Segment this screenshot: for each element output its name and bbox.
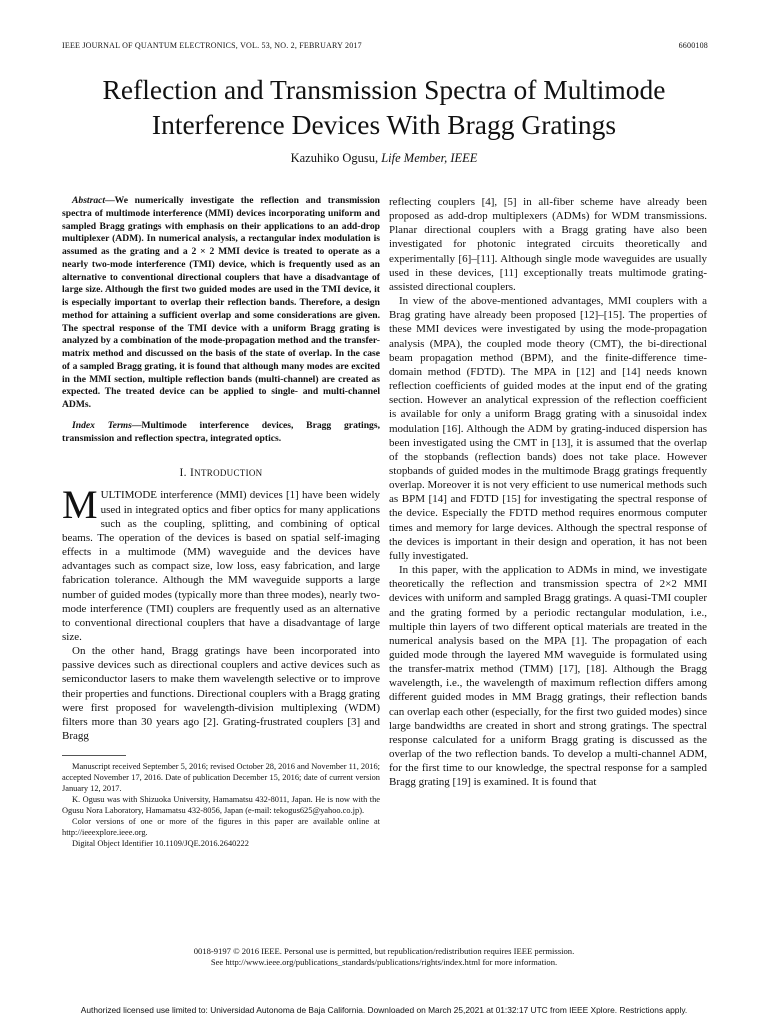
footnote-color: Color versions of one or more of the figures in this paper are available online at http://ieeexplore.ieee.org. bbox=[62, 816, 380, 837]
author-membership: Life Member, IEEE bbox=[381, 151, 478, 165]
license-footer: Authorized licensed use limited to: Universidad Autonoma de Baja California. Downloaded on March 25,2021 at 01:32:17 UTC from IEEE Xplore. Restrictions apply. bbox=[80, 1005, 688, 1015]
index-terms-label: Index Terms bbox=[72, 419, 132, 431]
paper-title: Reflection and Transmission Spectra of Multimode Interference Devices With Bragg Gratings bbox=[102, 74, 666, 140]
abstract-text: We numerically investigate the reflection and transmission spectra of multimode interference (MMI) devices incorporating uniform and sampled Bragg gratings with emphasis on their applications to an add-drop multiplexer (ADM). In numerical analysis, a rectangular index modulation is assumed as the grating and a 2 × 2 MMI device is treated to operate as a nearly two-mode interference (TMI) device, which is frequently used as an alternative to conventional directional couplers that have a disadvantage of large size. Although the first two guided modes are used in the TMI device, it is especially important to overlap their reflection bands. Therefore, a design method for attaining a sufficient overlap and some considerations are given. The spectral response of the TMI device with a uniform Bragg grating is analyzed by a combination of the mode-propagation method and the transfer-matrix method and discussed on the basis of the state of overlap. In the case of a sampled Bragg grating, it is found that although many modes are excited in the MMI section, multiple reflection bands (multi-channel) are created as expected. The treated device can be applied to single- and multi-channel ADMs. bbox=[62, 195, 380, 410]
section-heading-introduction: I. INTRODUCTION bbox=[179, 467, 263, 480]
abstract-label: Abstract bbox=[72, 195, 106, 206]
intro-paragraph-3: In view of the above-mentioned advantages, MMI couplers with a Brag grating have already been proposed [12]–[15]. The properties of these MMI devices were investigated by using the mode-propagation analysis (MPA), the coupled mode theory (CMT), the bi-directional beam propagation method (BPM), and the finite-difference time-domain method (FDTD). The MPA in [12] and [14] needs known reflection coefficients of guided modes at the input end of the grating section. However an analytical expression of the reflection coefficient is available for only a uniform Bragg grating with a sinusoidal index modulation [16]. Although the ADM by grating-induced dispersion has been investigated using the CMT in [13], it is assumed that the overlap of the stopbands (reflection bands) does not take place. However stopbands of guided modes in the multimode Bragg gratings frequently overlap. Moreover it is not very efficient to use numerical methods such as BPM [14] and FDTD [15] for investigating the spectral response of the device. Especially the FDTD method requires enormous computer times and memory for large devices. Although the spectral response of the devices is important in their design and operation, it has not been fully investigated. bbox=[389, 295, 707, 562]
right-column bbox=[389, 195, 707, 790]
abstract: Abstract—We numerically investigate the reflection and transmission spectra of multimode interference (MMI) devices incorporating uniform and sampled Bragg gratings with emphasis on their applications to an add-drop multiplexer (ADM). In numerical analysis, a rectangular index modulation is assumed as the grating and a 2 × 2 MMI device is treated to operate as a nearly two-mode interference (TMI) device, which is frequently used as an alternative to conventional directional couplers that have a disadvantage of large size. Although the first two guided modes are used in the TMI device, it is especially important to overlap their reflection bands. Therefore, a design method for attaining a sufficient overlap and some considerations are given. The spectral response of the TMI device with a uniform Bragg grating is analyzed by a combination of the mode-propagation method and the transfer-matrix method and discussed on the basis of the state of overlap. In the case of a sampled Bragg grating, it is found that although many modes are excited in the MMI section, multiple reflection bands (multi-channel) are created as expected. The treated device can be applied to single- and multi-channel ADMs. bbox=[62, 195, 380, 410]
intro-paragraph-4: In this paper, with the application to ADMs in mind, we investigate theoretically the reflection and transmission spectra of 2×2 MMI devices with uniform and sampled Bragg gratings. A quasi-TMI coupler and the grating formed by a periodic rectangular modulation, i.e., multiple thin layers of two different optical materials are treated in the numerical analysis based on the MPA [1]. The propagation of each guided mode through the layered MM waveguide is formulated using the transfer-matrix method (TMM) [17], [18]. Although the Bragg wavelength, i.e., the wavelength of maximum reflection differs among different guided modes in MM Bragg gratings, their reflection bands can overlap each other (especially, for the first two guided modes) since large bandwidths are created in short and strong gratings. The spectral response calculated for a uniform Bragg grating is discussed as the overlap of the two reflection bands. To develop a multi-channel ADM, for the first time to our knowledge, the spectral response for a sampled Bragg grating [19] is examined. It is found that bbox=[389, 564, 707, 789]
footnotes bbox=[62, 762, 380, 849]
drop-cap: M bbox=[62, 482, 98, 528]
footnote-divider bbox=[62, 755, 126, 756]
copyright-notice bbox=[40, 946, 728, 968]
intro-paragraph-2-continued: reflecting couplers [4], [5] in all-fiber scheme have already been proposed as add-drop multiplexers (ADMs) for WDM transmissions. Planar directional couplers with a Bragg grating have also been investigated for photonic integrated circuits theoretically and experimentally [6]–[11]. Although single mode waveguides are usually used in these devices, [11] exceptionally treats multimode grating-assisted directional couplers. bbox=[389, 196, 707, 293]
journal-citation: IEEE JOURNAL OF QUANTUM ELECTRONICS, VOL. 53, NO. 2, FEBRUARY 2017 bbox=[62, 41, 362, 50]
intro-paragraph-1: MULTIMODE interference (MMI) devices [1] have been widely used in integrated optics and fiber optics for many applications such as the coupling, splitting, and combining of optical beams. The operation of the devices is based on spatial self-imaging effects in a multimode (MM) waveguide and the devices have advantages such as compact size, low loss, easy fabrication, and large fabrication tolerance. Although the MM waveguide supports a large number of guided modes (typically more than three modes), nearly two-mode interference (TMI) couplers are frequently used as an alternative to conventional directional couplers that have a disadvantage of large size. bbox=[62, 482, 380, 643]
section-numeral: I. bbox=[179, 467, 187, 480]
page-identifier: 6600108 bbox=[678, 41, 708, 50]
copyright-line-1: 0018-9197 © 2016 IEEE. Personal use is permitted, but republication/redistribution requires IEEE permission. bbox=[193, 946, 575, 956]
left-column bbox=[62, 195, 380, 849]
index-terms-text: Multimode interference devices, Bragg gratings, transmission and reflection spectra, integrated optics. bbox=[62, 419, 380, 444]
intro-paragraph-2: On the other hand, Bragg gratings have been incorporated into passive devices such as directional couplers and active devices such as semiconductor lasers to make them wavelength selective or to improve their properties and functions. Directional couplers with a Bragg grating were first proposed for wavelength-division multiplexing (WDM) filters more than 30 years ago [2]. Grating-frustrated couplers [3] and Bragg bbox=[62, 645, 380, 743]
author-name: Kazuhiko Ogusu, bbox=[290, 151, 379, 165]
footnote-manuscript: Manuscript received September 5, 2016; revised October 28, 2016 and November 11, 2016; accepted November 17, 2016. Date of publication December 15, 2016; date of current version January 12, 2017. bbox=[62, 762, 380, 794]
footnote-affiliation: K. Ogusu was with Shizuoka University, Hamamatsu 432-8011, Japan. He is now with the Ogusu Nora Laboratory, Hamamatsu 432-8056, Japan (e-mail: tekogus625@yahoo.co.jp). bbox=[62, 794, 380, 815]
author-line bbox=[40, 151, 728, 166]
index-terms: Index Terms—Multimode interference devices, Bragg gratings, transmission and reflection spectra, integrated optics. bbox=[62, 419, 380, 444]
footnote-doi: Digital Object Identifier 10.1109/JQE.2016.2640222 bbox=[72, 838, 249, 848]
copyright-line-2: See http://www.ieee.org/publications_standards/publications/rights/index.html for more information. bbox=[210, 957, 558, 967]
